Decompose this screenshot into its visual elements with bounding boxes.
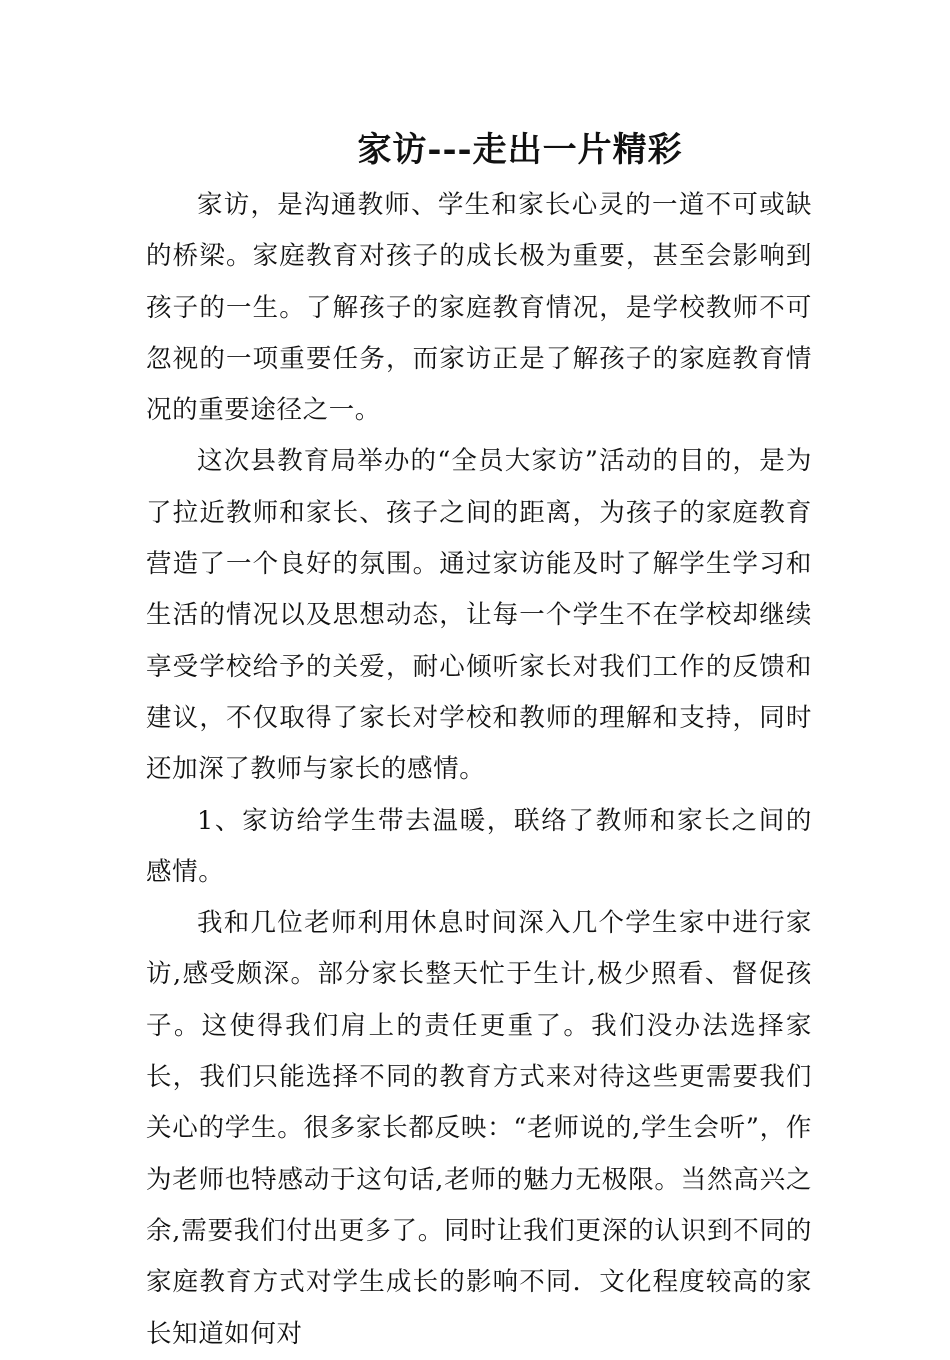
paragraph-intro: 家访，是沟通教师、学生和家长心灵的一道不可或缺的桥梁。家庭教育对孩子的成长极为重要，甚至会影响到孩子的一生。了解孩子的家庭教育情况，是学校教师不可忽视的一项重要任务，而家访正是了解孩子的家庭教育情况的重要途径之一。 <box>146 190 812 426</box>
paragraph-experience: 我和几位老师利用休息时间深入几个学生家中进行家访,感受颇深。部分家长整天忙于生计,极少照看、督促孩子。这使得我们肩上的责任更重了。我们没办法选择家长，我们只能选择不同的教育方式来对待这些更需要我们关心的学生。很多家长都反映：“老师说的,学生会听”，作为老师也特感动于这句话,老师的魅力无极限。当然高兴之余,需要我们付出更多了。同时让我们更深的认识到不同的家庭教育方式对学生成长的影响不同．文化程度较高的家长知道如何对 <box>146 908 812 1349</box>
document-body <box>146 180 812 1360</box>
section-heading-1: 1、家访给学生带去温暖，联络了教师和家长之间的感情。 <box>146 805 812 887</box>
document-title: 家访---走出一片精彩 <box>357 130 683 170</box>
paragraph-activity-purpose: 这次县教育局举办的“全员大家访”活动的目的，是为了拉近教师和家长、孩子之间的距离，为孩子的家庭教育营造了一个良好的氛围。通过家访能及时了解学生学习和生活的情况以及思想动态，让每一个学生不在学校却继续享受学校给予的关爱，耐心倾听家长对我们工作的反馈和建议，不仅取得了家长对学校和教师的理解和支持，同时还加深了教师与家长的感情。 <box>146 446 812 785</box>
